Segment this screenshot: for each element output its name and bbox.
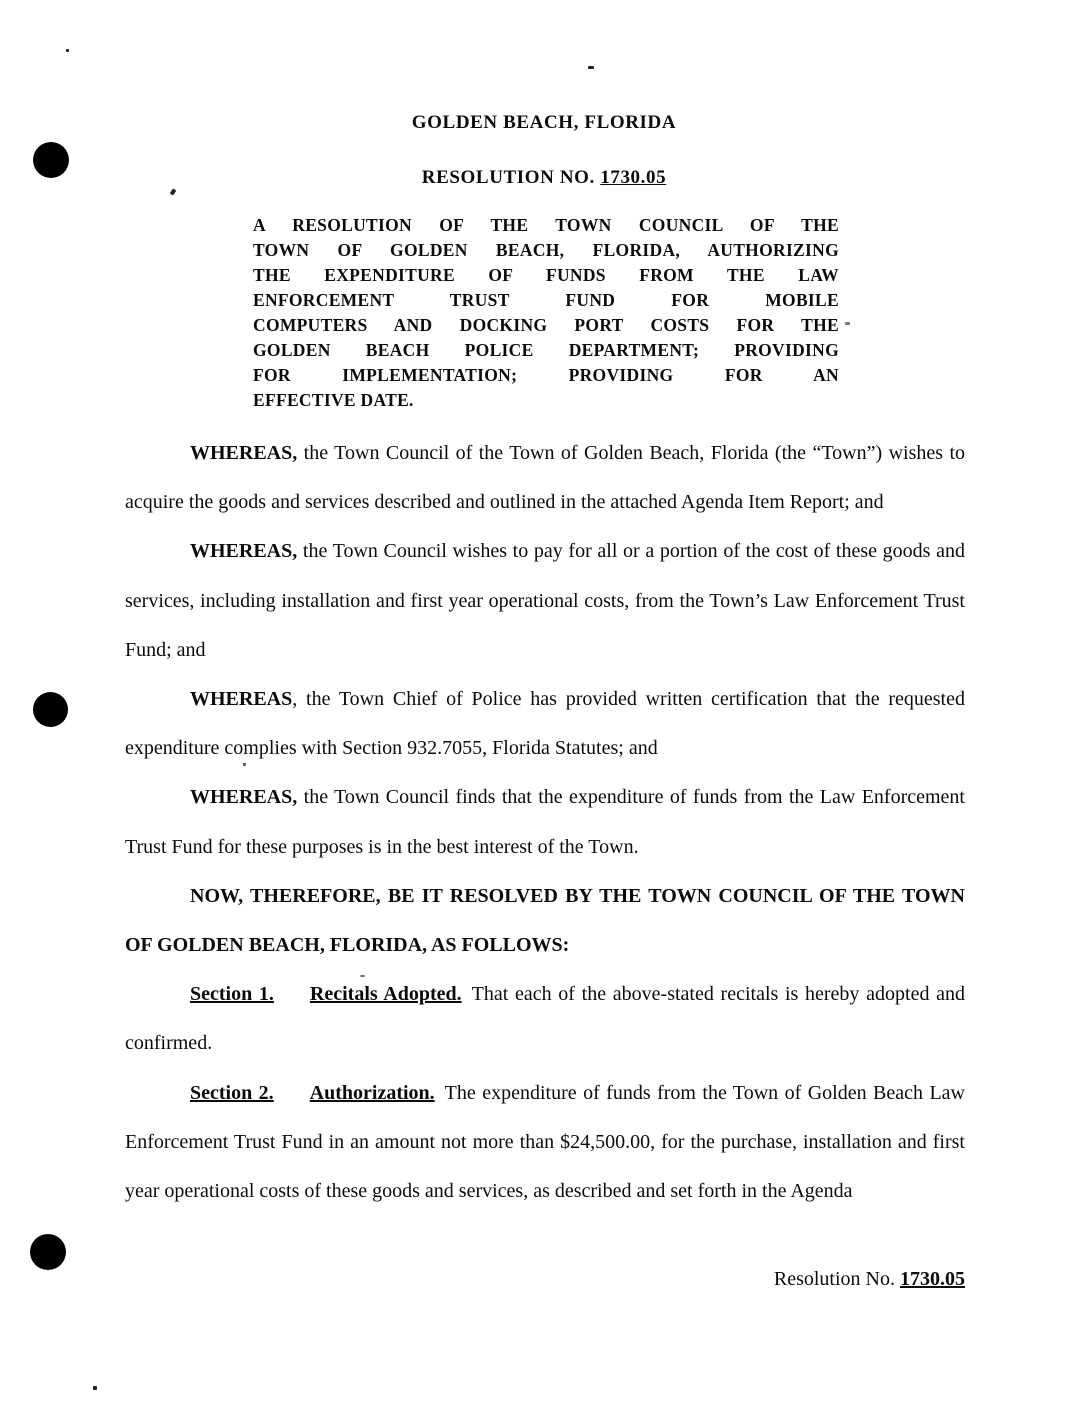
title-line: THE EXPENDITURE OF FUNDS FROM THE LAW [253,265,839,285]
whereas-lead: WHEREAS, [190,786,298,809]
whereas-paragraph-4 [125,773,965,871]
whereas-text: the Town Council finds that the expenditure of funds from the Law Enforcement Trust Fund for these purposes is in the best interest of the Town. [125,786,965,858]
scan-speck [588,66,594,69]
document-location-title: GOLDEN BEACH, FLORIDA [411,112,677,133]
title-line: TOWN OF GOLDEN BEACH, FLORIDA, AUTHORIZING [253,240,839,260]
scan-speck [845,322,850,325]
whereas-lead: WHEREAS, [190,540,298,563]
section-1-heading: Recitals Adopted. [309,983,462,1006]
whereas-lead: WHEREAS, [190,442,298,464]
resolution-number-line [0,167,1088,189]
section-2-paragraph [125,1069,965,1217]
scan-speck [170,188,177,195]
whereas-paragraph-3 [125,675,965,773]
whereas-lead: WHEREAS [190,688,293,711]
whereas-text: the Town Council wishes to pay for all or a portion of the cost of these goods and services, including installation and first year operational costs, from the Town’s Law Enforcement Trust Fund; and [125,540,965,661]
resolution-number: 1730.05 [600,167,667,188]
whereas-paragraph-1 [125,429,965,527]
section-1-text: That each of the above-stated recitals is hereby adopted and confirmed. [125,983,966,1055]
section-1-number: Section 1. [190,983,274,1006]
section-2-text: The expenditure of funds from the Town of Golden Beach Law Enforcement Trust Fund in an amount not more than $24,500.00, for the purchase, installation and first year operational costs of these goods and services, as described and set forth in the Agenda [125,1081,966,1203]
hole-punch-bottom [30,1234,66,1270]
whereas-text: the Town Council of the Town of Golden Beach, Florida (the “Town”) wishes to acquire the goods and services described and outlined in the attached Agenda Item Report; and [125,442,965,514]
title-line: GOLDEN BEACH POLICE DEPARTMENT; PROVIDING [253,340,839,360]
whereas-paragraph-2 [125,527,965,675]
section-2-number: Section 2. [190,1081,274,1104]
title-line: EFFECTIVE DATE. [253,390,414,410]
hole-punch-middle [33,692,68,727]
footer-resolution-prefix: Resolution No. [773,1268,900,1290]
document-header [0,112,1088,189]
section-2-heading: Authorization. [309,1081,435,1104]
title-line: FOR IMPLEMENTATION; PROVIDING FOR AN [253,365,839,385]
resolved-clause: NOW, THEREFORE, BE IT RESOLVED BY THE TOWN COUNCIL OF THE TOWN OF GOLDEN BEACH, FLORIDA, AS FOLLOWS: [125,884,965,957]
title-line: A RESOLUTION OF THE TOWN COUNCIL OF THE [253,215,839,235]
title-line: COMPUTERS AND DOCKING PORT COSTS FOR THE [253,315,839,335]
section-1-paragraph [125,970,965,1068]
page-footer [125,1268,965,1291]
resolution-body [125,429,965,1216]
resolution-title-block [253,213,839,413]
scan-speck [66,49,69,52]
whereas-text: , the Town Chief of Police has provided written certification that the requested expenditure complies with Section 932.7055, Florida Statutes; and [125,688,965,760]
footer-resolution-number: 1730.05 [900,1268,965,1290]
scan-speck [93,1386,97,1390]
resolution-number-prefix: RESOLUTION NO. [421,167,601,188]
title-line: ENFORCEMENT TRUST FUND FOR MOBILE [253,290,839,310]
